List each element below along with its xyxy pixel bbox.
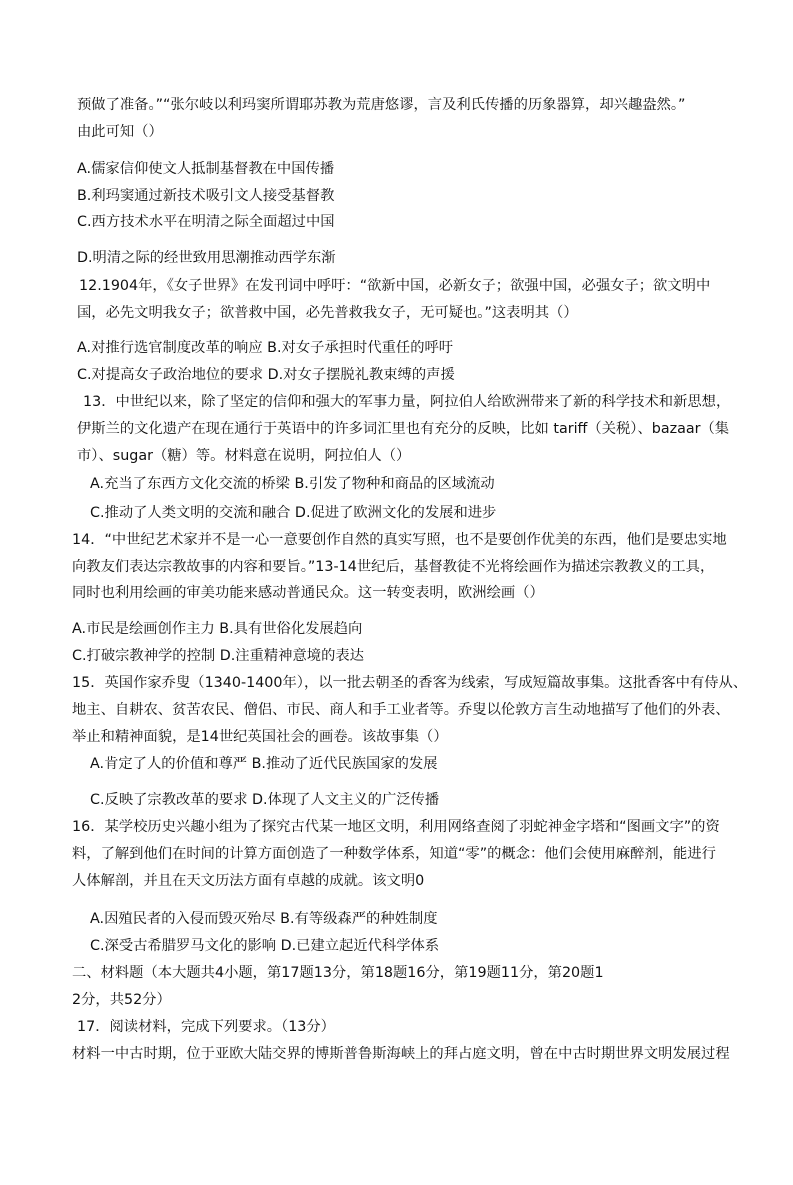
option-line: C.对提高女子政治地位的要求 D.对女子摆脱礼教束缚的声援 xyxy=(77,367,455,383)
option-line: C.西方技术水平在明清之际全面超过中国 xyxy=(77,214,335,230)
option-line: B.利玛窦通过新技术吸引文人接受基督教 xyxy=(77,188,335,204)
option-line: D.明清之际的经世致用思潮推动西学东渐 xyxy=(77,250,336,266)
option-line: A.对推行选官制度改革的响应 B.对女子承担时代重任的呼吁 xyxy=(77,340,454,356)
question-13: 13．中世纪以来，除了坚定的信仰和强大的军事力量，阿拉伯人给欧洲带来了新的科学技术和新思想， xyxy=(83,394,731,410)
question-14: 14．“中世纪艺术家并不是一心一意要创作自然的真实写照，也不是要创作优美的东西，他们是要忠实地 xyxy=(72,532,727,548)
text-line: 伊斯兰的文化遗产在现在通行于英语中的许多词汇里也有充分的反映，比如 tariff（关税）、bazaar（集 xyxy=(77,421,730,437)
section-heading: 2分，共52分） xyxy=(72,992,171,1008)
text-line: 人体解剖，并且在天文历法方面有卓越的成就。该文明0 xyxy=(72,873,425,889)
option-line: A.因殖民者的入侵而毁灭殆尽 B.有等级森严的种姓制度 xyxy=(90,911,438,927)
question-17: 17．阅读材料，完成下列要求。（13分） xyxy=(77,1019,335,1035)
text-line: 同时也利用绘画的审美功能来感动普通民众。这一转变表明，欧洲绘画（） xyxy=(72,585,544,601)
option-line: A.市民是绘画创作主力 B.具有世俗化发展趋向 xyxy=(72,621,363,637)
text-line: 料，了解到他们在时间的计算方面创造了一种数学体系，知道“零”的概念：他们会使用麻醉剂，能进行 xyxy=(72,846,716,862)
option-line: C.推动了人类文明的交流和融合 D.促进了欧洲文化的发展和进步 xyxy=(90,505,497,521)
text-line: 地主、自耕农、贫苦农民、僧侣、市民、商人和手工业者等。乔叟以伦敦方言生动地描写了他们的外表、 xyxy=(72,702,730,718)
option-line: A.充当了东西方文化交流的桥梁 B.引发了物种和商品的区域流动 xyxy=(90,476,495,492)
text-line: 向教友们表达宗教故事的内容和要旨。”13-14世纪后，基督教徒不光将绘画作为描述宗教教义的工具， xyxy=(72,559,715,575)
option-line: C.反映了宗教改革的要求 D.体现了人文主义的广泛传播 xyxy=(90,792,440,808)
question-15: 15．英国作家乔叟（1340-1400年），以一批去朝圣的香客为线索，写成短篇故事集。这批香客中有侍从、 xyxy=(72,675,748,691)
option-line: C.打破宗教神学的控制 D.注重精神意境的表达 xyxy=(72,648,364,664)
question-12: 12.1904年，《女子世界》在发刊词中呼吁：“欲新中国，必新女子；欲强中国，必强女子；欲文明中 xyxy=(79,278,711,294)
question-16: 16．某学校历史兴趣小组为了探究古代某一地区文明，利用网络查阅了羽蛇神金字塔和“图画文字”的资 xyxy=(72,819,720,835)
text-line: 由此可知（） xyxy=(77,124,163,140)
option-line: A.儒家信仰使文人抵制基督教在中国传播 xyxy=(77,161,335,177)
text-line: 国，必先文明我女子；欲普救中国，必先普救我女子，无可疑也。”这表明其（） xyxy=(77,305,578,321)
option-line: C.深受古希腊罗马文化的影响 D.已建立起近代科学体系 xyxy=(90,938,440,954)
section-heading: 二、材料题（本大题共4小题，第17题13分，第18题16分，第19题11分，第20题1 xyxy=(72,965,604,981)
text-line: 市）、sugar（糖）等。材料意在说明，阿拉伯人（） xyxy=(77,448,411,464)
text-line: 预做了准备。”“张尔岐以利玛窦所谓耶苏教为荒唐悠谬，言及利氏传播的历象器算，却兴趣盎然。” xyxy=(77,97,686,113)
text-line: 材料一中古时期，位于亚欧大陆交界的博斯普鲁斯海峡上的拜占庭文明，曾在中古时期世界文明发展过程 xyxy=(72,1046,730,1062)
text-line: 举止和精神面貌，是14世纪英国社会的画卷。该故事集（） xyxy=(72,729,448,745)
option-line: A.肯定了人的价值和尊严 B.推动了近代民族国家的发展 xyxy=(90,756,438,772)
